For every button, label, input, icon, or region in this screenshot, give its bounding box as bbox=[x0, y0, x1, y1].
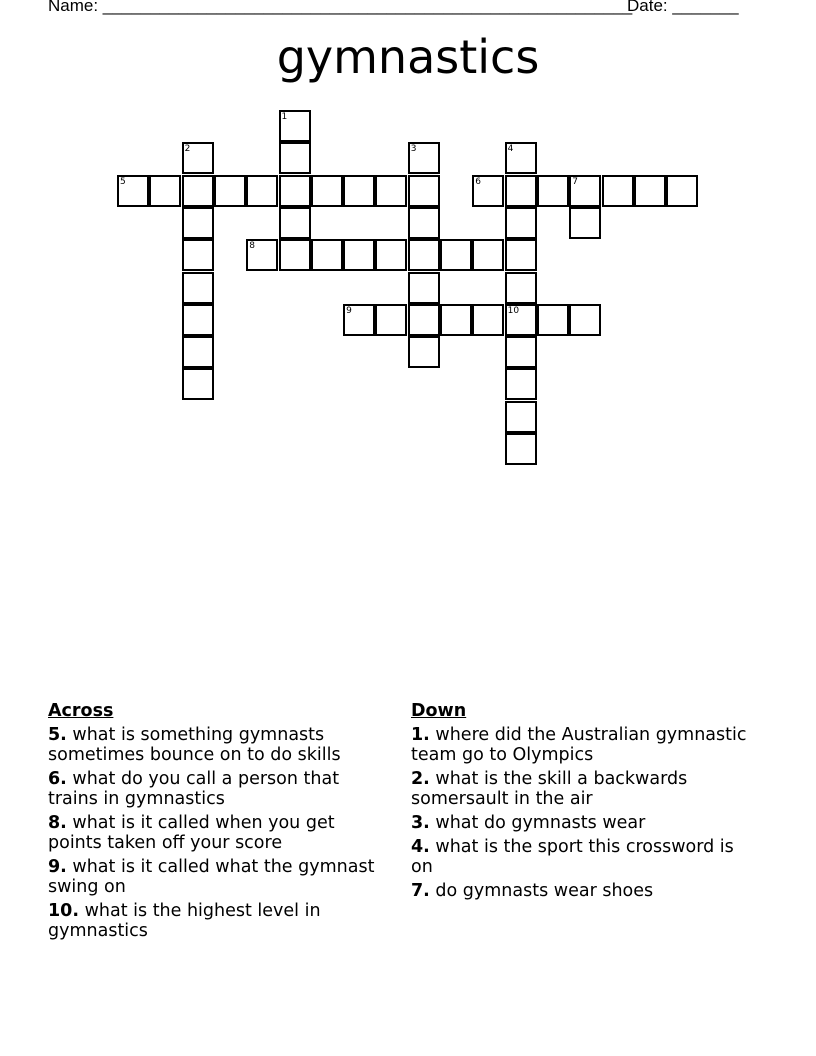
crossword-cell[interactable] bbox=[537, 304, 569, 336]
down-clue bbox=[411, 769, 751, 809]
crossword-cell[interactable] bbox=[343, 304, 375, 336]
crossword-cell[interactable] bbox=[279, 239, 311, 271]
crossword-cell[interactable] bbox=[375, 304, 407, 336]
crossword-cell[interactable] bbox=[569, 304, 601, 336]
crossword-cell[interactable] bbox=[182, 175, 214, 207]
crossword-cell[interactable] bbox=[182, 239, 214, 271]
across-clue bbox=[48, 813, 388, 853]
crossword-cell[interactable] bbox=[182, 368, 214, 400]
name-field[interactable]: Name: ________________________________________________________ bbox=[48, 0, 633, 15]
clue-text: where did the Australian gymnastic team go to Olympics bbox=[411, 725, 747, 765]
cell-number: 7 bbox=[572, 176, 578, 187]
down-clue bbox=[411, 725, 751, 765]
clue-text: what is it called what the gymnast swing on bbox=[48, 857, 375, 897]
crossword-cell[interactable] bbox=[666, 175, 698, 207]
crossword-cell[interactable] bbox=[408, 142, 440, 174]
crossword-cell[interactable] bbox=[408, 239, 440, 271]
crossword-cell[interactable] bbox=[182, 304, 214, 336]
down-clue bbox=[411, 813, 751, 833]
crossword-cell[interactable] bbox=[279, 207, 311, 239]
down-clue bbox=[411, 881, 751, 901]
across-clue bbox=[48, 725, 388, 765]
clue-number: 4. bbox=[411, 837, 430, 857]
across-clue bbox=[48, 769, 388, 809]
crossword-cell[interactable] bbox=[634, 175, 666, 207]
clue-text: what is it called when you get points taken off your score bbox=[48, 813, 335, 853]
clue-text: what is the highest level in gymnastics bbox=[48, 901, 321, 941]
crossword-cell[interactable] bbox=[246, 239, 278, 271]
crossword-cell[interactable] bbox=[505, 207, 537, 239]
crossword-cell[interactable] bbox=[311, 175, 343, 207]
crossword-cell[interactable] bbox=[375, 175, 407, 207]
crossword-cell[interactable] bbox=[375, 239, 407, 271]
crossword-cell[interactable] bbox=[408, 207, 440, 239]
clue-number: 9. bbox=[48, 857, 67, 877]
cell-number: 5 bbox=[120, 176, 126, 187]
across-clue bbox=[48, 901, 388, 941]
crossword-cell[interactable] bbox=[408, 336, 440, 368]
crossword-cell[interactable] bbox=[505, 175, 537, 207]
cell-number: 1 bbox=[281, 112, 288, 122]
clue-number: 7. bbox=[411, 881, 430, 901]
down-clues bbox=[411, 701, 751, 905]
clue-number: 3. bbox=[411, 813, 430, 833]
clue-number: 1. bbox=[411, 725, 430, 745]
crossword-cell[interactable] bbox=[440, 239, 472, 271]
crossword-cell[interactable] bbox=[279, 110, 311, 142]
crossword-cell[interactable] bbox=[182, 142, 214, 174]
down-clue bbox=[411, 837, 751, 877]
crossword-cell[interactable] bbox=[343, 175, 375, 207]
clue-text: what is something gymnasts sometimes bounce on to do skills bbox=[48, 725, 341, 765]
crossword-cell[interactable] bbox=[505, 304, 537, 336]
crossword-cell[interactable] bbox=[408, 304, 440, 336]
crossword-cell[interactable] bbox=[214, 175, 246, 207]
crossword-cell[interactable] bbox=[149, 175, 181, 207]
cell-number: 6 bbox=[475, 176, 482, 187]
clue-number: 8. bbox=[48, 813, 67, 833]
crossword-cell[interactable] bbox=[505, 433, 537, 465]
date-field[interactable]: Date: _______ bbox=[627, 0, 739, 15]
crossword-cell[interactable] bbox=[537, 175, 569, 207]
crossword-cell[interactable] bbox=[505, 336, 537, 368]
crossword-cell[interactable] bbox=[440, 304, 472, 336]
crossword-cell[interactable] bbox=[569, 207, 601, 239]
crossword-cell[interactable] bbox=[279, 142, 311, 174]
clue-number: 10. bbox=[48, 901, 80, 921]
cell-number: 3 bbox=[410, 144, 417, 155]
crossword-cell[interactable] bbox=[569, 175, 601, 207]
across-heading: Across bbox=[48, 701, 114, 721]
crossword-cell[interactable] bbox=[472, 304, 504, 336]
clue-number: 6. bbox=[48, 769, 67, 789]
crossword-cell[interactable] bbox=[408, 175, 440, 207]
crossword-grid bbox=[0, 0, 816, 480]
clue-text: do gymnasts wear shoes bbox=[435, 881, 654, 901]
clue-text: what do gymnasts wear bbox=[435, 813, 646, 833]
crossword-cell[interactable] bbox=[182, 336, 214, 368]
crossword-cell[interactable] bbox=[343, 239, 375, 271]
crossword-cell[interactable] bbox=[505, 239, 537, 271]
across-clues bbox=[48, 701, 388, 945]
crossword-cell[interactable] bbox=[602, 175, 634, 207]
clue-text: what do you call a person that trains in gymnastics bbox=[48, 769, 340, 809]
across-clue bbox=[48, 857, 388, 897]
crossword-cell[interactable] bbox=[472, 239, 504, 271]
crossword-cell[interactable] bbox=[408, 272, 440, 304]
cell-number: 10 bbox=[507, 305, 520, 316]
clue-number: 2. bbox=[411, 769, 430, 789]
crossword-cell[interactable] bbox=[505, 142, 537, 174]
clue-text: what is the skill a backwards somersault in the air bbox=[411, 769, 688, 809]
down-heading: Down bbox=[411, 701, 467, 721]
crossword-cell[interactable] bbox=[505, 368, 537, 400]
cell-number: 4 bbox=[507, 144, 514, 155]
clue-number: 5. bbox=[48, 725, 67, 745]
crossword-cell[interactable] bbox=[246, 175, 278, 207]
crossword-cell[interactable] bbox=[117, 175, 149, 207]
crossword-cell[interactable] bbox=[279, 175, 311, 207]
crossword-cell[interactable] bbox=[505, 401, 537, 433]
cell-number: 2 bbox=[184, 144, 191, 155]
crossword-cell[interactable] bbox=[505, 272, 537, 304]
cell-number: 9 bbox=[346, 305, 352, 316]
crossword-cell[interactable] bbox=[472, 175, 504, 207]
page-title: gymnastics bbox=[276, 30, 540, 84]
crossword-cell[interactable] bbox=[182, 207, 214, 239]
crossword-cell[interactable] bbox=[311, 239, 343, 271]
cell-number: 8 bbox=[249, 241, 255, 252]
clue-text: what is the sport this crossword is on bbox=[411, 837, 734, 877]
crossword-cell[interactable] bbox=[182, 272, 214, 304]
